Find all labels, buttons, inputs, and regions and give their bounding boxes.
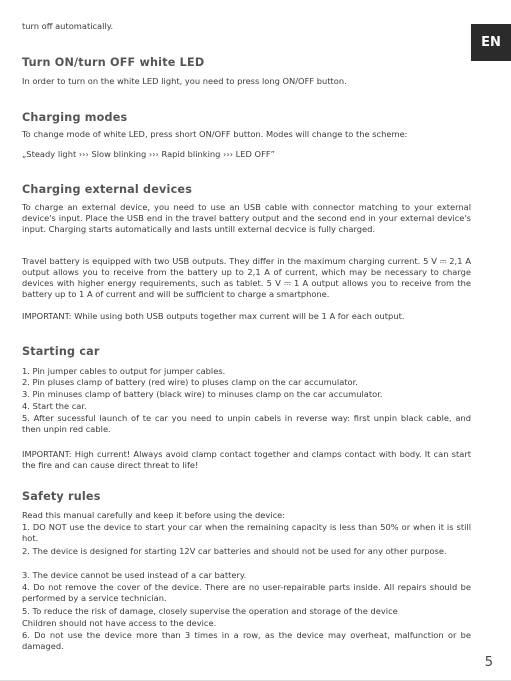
page-number: 5 (484, 655, 493, 670)
safety-rule-6: 6. Do not use the device more than 3 times in a row, as the device may overheat, malfunction or be damaged. (22, 630, 471, 651)
modes-scheme: „Steady light ››› Slow blinking ››› Rapid blinking ››› LED OFF” (22, 149, 275, 159)
external-paragraph-2: Travel battery is equipped with two USB outputs. They differ in the maximum charging current. 5 V ⎓ 2,1 A output allows you to receive from the battery up to 2,1 A of current, which may be necessary to charge devices with higher energy requirements, such as tablet. 5 V ⎓ 1 A output allows you to receive from the battery up to 1 A of current and will be sufficient to charge a smartphone. (22, 256, 471, 299)
safety-rule-5: 5. To reduce the risk of damage, closely supervise the operation and storage of the device (22, 606, 398, 616)
safety-rule-2: 2. The device is designed for starting 12V car batteries and should not be used for any other purpose. (22, 546, 447, 556)
modes-text: To change mode of white LED, press short ON/OFF button. Modes will change to the scheme: (22, 129, 408, 139)
safety-rule-5-note: Children should not have access to the device. (22, 618, 217, 628)
safety-intro: Read this manual carefully and keep it before using the device: (22, 510, 286, 520)
safety-heading: Safety rules (22, 490, 101, 503)
external-important: IMPORTANT: While using both USB outputs together max current will be 1 A for each output. (22, 311, 405, 321)
starting-step-4: 4. Start the car. (22, 401, 87, 411)
external-heading: Charging external devices (22, 183, 193, 196)
starting-step-2: 2. Pin pluses clamp of battery (red wire) to pluses clamp on the car accumulator. (22, 377, 358, 387)
starting-step-5: 5. After sucessful launch of te car you need to unpin cabels in reverse way: first unpin black cable, and then unpin red cable. (22, 413, 471, 434)
safety-rule-4: 4. Do not remove the cover of the device. There are no user-repairable parts inside. All repairs should be performed by a service technician. (22, 582, 471, 603)
external-paragraph-1: To charge an external device, you need to use an USB cable with connector matching to your external device's input. Place the USB end in the travel battery output and the second end in your external device's input. Charging starts automatically and lasts untill external decvice is fully charged. (22, 202, 471, 234)
starting-heading: Starting car (22, 345, 100, 358)
starting-warning: IMPORTANT: High current! Always avoid clamp contact together and clamps contact with body. It can start the fire and can cause direct threat to life! (22, 449, 471, 470)
starting-step-1: 1. Pin jumper cables to output for jumper cables. (22, 366, 226, 376)
led-heading: Turn ON/turn OFF white LED (22, 56, 205, 69)
led-text: In order to turn on the white LED light, you need to press long ON/OFF button. (22, 76, 347, 86)
language-tab: EN (471, 24, 511, 61)
intro-fragment: turn off automatically. (22, 21, 114, 31)
starting-step-3: 3. Pin minuses clamp of battery (black wire) to minuses clamp on the car accumulator. (22, 389, 383, 399)
safety-rule-3: 3. The device cannot be used instead of a car battery. (22, 570, 247, 580)
safety-rule-1: 1. DO NOT use the device to start your car when the remaining capacity is less than 50% or when it is still hot. (22, 522, 471, 543)
modes-heading: Charging modes (22, 111, 128, 124)
